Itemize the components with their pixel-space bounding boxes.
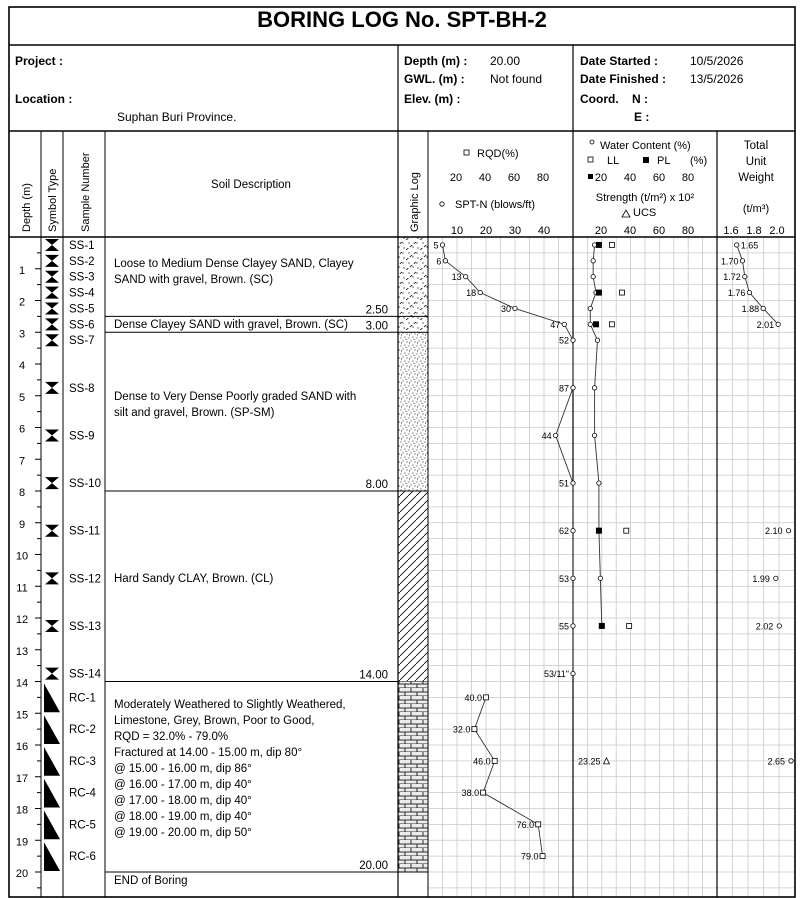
sample-number: SS-13 bbox=[69, 620, 101, 633]
strength-tick-label: 20 bbox=[594, 225, 608, 237]
layer-3-line-1: Dense to Very Dense Poorly graded SAND with bbox=[114, 391, 357, 403]
ucs-data-label: 23.25 bbox=[577, 756, 601, 767]
sptn-point bbox=[464, 274, 468, 278]
depth-tick-label: 4 bbox=[18, 360, 26, 372]
uw-point bbox=[776, 322, 780, 326]
layer-bottom-depth: 8.00 bbox=[365, 479, 388, 491]
pl-point bbox=[596, 290, 602, 296]
layer-3-description bbox=[114, 389, 356, 421]
uw-point bbox=[786, 528, 790, 532]
end-of-boring: END of Boring bbox=[114, 875, 188, 887]
wc-point bbox=[598, 576, 602, 580]
uw-data-label: 1.72 bbox=[723, 272, 741, 283]
date-finished-label: Date Finished : bbox=[580, 72, 667, 86]
ucs-legend-label: UCS bbox=[633, 207, 657, 219]
sptn-point bbox=[571, 624, 575, 628]
rqd-tick-label: 80 bbox=[536, 172, 550, 184]
uw-tick-label: 2.0 bbox=[769, 225, 785, 237]
uw-tick-label: 1.6 bbox=[723, 225, 739, 237]
sptn-data-label: 53/11" bbox=[543, 669, 569, 680]
rock-core-symbol bbox=[44, 747, 60, 776]
rqd-data-label: 32.0 bbox=[452, 724, 471, 735]
sample-number: RC-1 bbox=[69, 692, 96, 705]
layer-1-line-1: Loose to Medium Dense Clayey SAND, Clayey bbox=[114, 258, 354, 270]
date-started-label: Date Started : bbox=[580, 54, 659, 68]
uw-data-label: 1.99 bbox=[752, 573, 770, 584]
ll-legend-icon bbox=[588, 157, 593, 162]
sample-number: RC-3 bbox=[69, 755, 96, 768]
layer-2-line-1: Dense Clayey SAND with gravel, Brown. (SC) bbox=[114, 319, 348, 331]
sptn-tick-label: 30 bbox=[508, 225, 522, 237]
layer-1-line-2: SAND with gravel, Brown. (SC) bbox=[114, 274, 274, 286]
rock-core-symbol bbox=[44, 779, 60, 808]
sample-number: RC-6 bbox=[69, 851, 96, 864]
sptn-point bbox=[440, 243, 444, 247]
layer-5-line-2: Limestone, Grey, Brown, Poor to Good, bbox=[114, 715, 315, 727]
sample-number: SS-1 bbox=[69, 239, 95, 252]
rqd-axis-label: RQD(%) bbox=[477, 148, 519, 160]
uw-data-label: 2.01 bbox=[756, 319, 775, 330]
depth-tick-label: 9 bbox=[18, 518, 26, 531]
sptn-point bbox=[571, 386, 575, 390]
ucs-legend-icon bbox=[622, 210, 630, 217]
wc-point bbox=[597, 481, 601, 485]
depth-tick-label: 13 bbox=[15, 645, 29, 658]
rqd-point bbox=[481, 790, 486, 795]
wc-tick-label: 80 bbox=[681, 172, 695, 184]
sptn-data-label: 5 bbox=[433, 240, 439, 251]
split-spoon-symbol bbox=[45, 271, 59, 283]
sptn-point bbox=[443, 259, 447, 263]
split-spoon-symbol bbox=[45, 382, 59, 394]
sptn-data-label: 62 bbox=[558, 526, 569, 537]
rqd-point bbox=[540, 854, 545, 859]
coord-n-label: N : bbox=[632, 92, 648, 106]
graphic-log-clay bbox=[398, 491, 428, 682]
sptn-tick-label: 20 bbox=[479, 225, 493, 237]
sample-number: SS-4 bbox=[69, 287, 95, 300]
rock-core-symbol bbox=[44, 811, 60, 840]
split-spoon-symbol bbox=[45, 287, 59, 299]
rqd-point bbox=[536, 822, 541, 827]
layer-3-line-2: silt and gravel, Brown. (SP-SM) bbox=[114, 407, 275, 419]
sptn-data-label: 44 bbox=[541, 430, 552, 441]
pl-point bbox=[596, 528, 602, 534]
sample-number: SS-5 bbox=[69, 303, 95, 316]
layer-5-line-3: RQD = 32.0% - 79.0% bbox=[114, 731, 229, 743]
rqd-legend-icon bbox=[464, 150, 469, 155]
uw-point bbox=[761, 306, 765, 310]
depth-tick-label: 8 bbox=[18, 487, 26, 499]
sample-number: RC-4 bbox=[69, 787, 96, 800]
split-spoon-symbol bbox=[45, 477, 59, 489]
depth-value: 20.00 bbox=[490, 54, 521, 68]
uw-data-label: 2.65 bbox=[767, 756, 785, 767]
uw-tick-label: 1.8 bbox=[746, 225, 762, 237]
rqd-point bbox=[472, 727, 477, 732]
sample-number: RC-5 bbox=[69, 819, 96, 832]
unit-weight-header: Unit bbox=[745, 156, 767, 168]
rqd-point bbox=[492, 758, 497, 763]
split-spoon-symbol bbox=[45, 620, 59, 632]
split-spoon-symbol bbox=[45, 525, 59, 537]
sample-number: RC-2 bbox=[69, 724, 96, 737]
graphic-log-sand bbox=[398, 332, 428, 491]
sample-number: SS-14 bbox=[69, 668, 101, 681]
sptn-point bbox=[513, 306, 517, 310]
unit-weight-header: Weight bbox=[738, 172, 774, 184]
date-finished-value: 13/5/2026 bbox=[690, 72, 744, 86]
uw-data-label: 1.76 bbox=[727, 288, 746, 299]
depth-tick-label: 2 bbox=[18, 296, 26, 309]
uw-point bbox=[777, 624, 781, 628]
sptn-data-label: 87 bbox=[558, 383, 569, 394]
sptn-point bbox=[553, 433, 557, 437]
wc-tick-label: 60 bbox=[652, 172, 666, 184]
sample-number: SS-3 bbox=[69, 271, 95, 284]
depth-tick-label: 16 bbox=[15, 741, 29, 753]
sample-number: SS-6 bbox=[69, 319, 95, 332]
wc-tick-label: 20 bbox=[594, 172, 608, 184]
page-title: BORING LOG No. SPT-BH-2 bbox=[257, 7, 547, 32]
sptn-point bbox=[571, 671, 575, 675]
strength-tick-label: 80 bbox=[681, 225, 695, 237]
project-label: Project : bbox=[15, 54, 64, 68]
strength-axis-label: Strength (t/m²) x 10² bbox=[595, 192, 695, 204]
wc-tick-marker bbox=[588, 174, 593, 179]
uw-point bbox=[774, 576, 778, 580]
limestone-shade bbox=[398, 682, 428, 873]
sample-number: SS-11 bbox=[69, 525, 101, 538]
depth-tick-label: 3 bbox=[18, 328, 26, 341]
ll-point bbox=[619, 290, 624, 295]
depth-tick-label: 12 bbox=[15, 614, 29, 626]
depth-tick-label: 17 bbox=[15, 772, 29, 785]
sptn-data-label: 13 bbox=[451, 272, 462, 283]
rqd-data-label: 79.0 bbox=[521, 851, 539, 862]
sptn-data-label: 18 bbox=[466, 288, 477, 299]
wc-tick-label: 40 bbox=[623, 172, 637, 184]
layer-5-line-8: @ 18.00 - 19.00 m, dip 40° bbox=[114, 811, 252, 823]
depth-tick-label: 15 bbox=[15, 709, 29, 722]
sptn-data-label: 47 bbox=[550, 319, 561, 330]
split-spoon-symbol bbox=[45, 572, 59, 584]
graphic-column-header: Graphic Log bbox=[409, 172, 421, 232]
uw-data-label: 1.65 bbox=[740, 240, 759, 251]
ll-legend-label: LL bbox=[607, 155, 620, 167]
location-value: Suphan Buri Province. bbox=[117, 110, 237, 124]
depth-tick-label: 11 bbox=[16, 582, 28, 595]
sptn-data-label: 51 bbox=[558, 478, 569, 489]
depth-tick-label: 6 bbox=[18, 423, 26, 436]
sample-column-header: Sample Number bbox=[80, 152, 92, 232]
date-started-value: 10/5/2026 bbox=[690, 54, 744, 68]
rqd-data-label: 40.0 bbox=[464, 692, 482, 703]
sptn-axis-label: SPT-N (blows/ft) bbox=[455, 199, 536, 211]
uw-data-label: 1.70 bbox=[720, 256, 739, 267]
pl-legend-icon bbox=[643, 157, 649, 163]
sample-number: SS-9 bbox=[69, 430, 95, 443]
layer-5-line-4: Fractured at 14.00 - 15.00 m, dip 80° bbox=[114, 747, 303, 759]
layer-5-line-7: @ 17.00 - 18.00 m, dip 40° bbox=[114, 795, 252, 807]
strength-tick-label: 40 bbox=[623, 225, 637, 237]
graphic-log-clayey-sand bbox=[398, 316, 428, 332]
sample-number: SS-10 bbox=[69, 478, 101, 491]
layer-bottom-depth: 2.50 bbox=[365, 304, 388, 317]
sptn-data-label: 52 bbox=[558, 335, 569, 346]
sample-number: SS-7 bbox=[69, 335, 95, 348]
sptn-point bbox=[478, 290, 482, 294]
coord-e-label: E : bbox=[634, 110, 650, 124]
layer-5-line-9: @ 19.00 - 20.00 m, dip 50° bbox=[114, 827, 252, 839]
depth-tick-label: 7 bbox=[18, 455, 26, 468]
sptn-point bbox=[571, 528, 575, 532]
rqd-tick-label: 60 bbox=[507, 172, 521, 184]
sample-number: SS-2 bbox=[69, 255, 95, 268]
sptn-point bbox=[562, 322, 566, 326]
sptn-point bbox=[571, 576, 575, 580]
gwl-label: GWL. (m) : bbox=[404, 72, 465, 86]
uw-point bbox=[740, 259, 744, 263]
layer-2-description bbox=[114, 317, 348, 333]
depth-tick-label: 10 bbox=[15, 550, 29, 563]
sptn-data-label: 6 bbox=[436, 256, 442, 267]
location-label: Location : bbox=[15, 92, 73, 106]
sample-number: SS-12 bbox=[69, 573, 101, 586]
pl-point bbox=[599, 623, 605, 629]
wc-point bbox=[591, 274, 595, 278]
symbol-column-header: Symbol Type bbox=[47, 168, 59, 232]
pl-legend-label: PL bbox=[657, 155, 671, 167]
sptn-data-label: 30 bbox=[500, 303, 511, 314]
wc-legend-icon bbox=[590, 140, 594, 144]
rqd-data-label: 46.0 bbox=[473, 756, 491, 767]
rock-core-symbol bbox=[44, 684, 60, 713]
wc-point bbox=[592, 386, 596, 390]
layer-5-line-5: @ 15.00 - 16.00 m, dip 86° bbox=[114, 763, 252, 775]
depth-tick-label: 19 bbox=[15, 836, 29, 849]
wc-point bbox=[591, 259, 595, 263]
wc-point bbox=[592, 433, 596, 437]
rock-core-symbol bbox=[44, 715, 60, 744]
pct-legend-label: (%) bbox=[690, 155, 708, 167]
wc-axis-label: Water Content (%) bbox=[600, 140, 691, 152]
pl-point bbox=[593, 321, 599, 327]
strength-tick-label: 60 bbox=[652, 225, 666, 237]
sptn-tick-label: 40 bbox=[537, 225, 551, 237]
gwl-value: Not found bbox=[490, 72, 543, 86]
split-spoon-symbol bbox=[45, 255, 59, 267]
layer-4-description bbox=[114, 571, 273, 587]
rqd-data-label: 38.0 bbox=[461, 788, 480, 799]
uw-point bbox=[735, 243, 739, 247]
layer-bottom-depth: 3.00 bbox=[365, 320, 388, 333]
depth-label: Depth (m) : bbox=[404, 54, 468, 68]
rqd-data-label: 76.0 bbox=[516, 819, 535, 830]
layer-bottom-depth: 14.00 bbox=[359, 669, 388, 682]
rqd-tick-label: 20 bbox=[449, 172, 463, 184]
wc-point bbox=[588, 306, 592, 310]
ll-point bbox=[624, 528, 629, 533]
uw-data-label: 2.02 bbox=[755, 621, 774, 632]
split-spoon-symbol bbox=[45, 668, 59, 680]
ll-point bbox=[609, 322, 614, 327]
uw-data-label: 1.88 bbox=[741, 303, 760, 314]
pl-point bbox=[596, 242, 602, 248]
split-spoon-symbol bbox=[45, 302, 59, 314]
description-column-header: Soil Description bbox=[211, 179, 291, 191]
rqd-tick-label: 40 bbox=[478, 172, 492, 184]
depth-tick-label: 14 bbox=[15, 677, 29, 690]
layer-bottom-depth: 20.00 bbox=[359, 860, 388, 872]
rock-core-symbol bbox=[44, 842, 60, 871]
wc-point bbox=[595, 338, 599, 342]
depth-tick-label: 5 bbox=[18, 391, 26, 404]
depth-tick-label: 18 bbox=[15, 804, 29, 817]
depth-column-header: Depth (m) bbox=[21, 183, 33, 232]
layer-5-line-6: @ 16.00 - 17.00 m, dip 40° bbox=[114, 779, 252, 791]
ll-point bbox=[627, 623, 632, 628]
uw-point bbox=[743, 274, 747, 278]
coord-label: Coord. bbox=[580, 92, 619, 106]
split-spoon-symbol bbox=[45, 334, 59, 346]
rqd-point bbox=[484, 695, 489, 700]
layer-5-line-1: Moderately Weathered to Slightly Weathered, bbox=[114, 699, 346, 711]
uw-point bbox=[747, 290, 751, 294]
wc-point bbox=[588, 322, 592, 326]
unit-weight-header: Total bbox=[743, 140, 769, 152]
depth-tick-label: 1 bbox=[18, 264, 26, 277]
graphic-log-clayey-sand bbox=[398, 237, 428, 316]
split-spoon-symbol bbox=[45, 239, 59, 251]
unit-weight-units: (t/m³) bbox=[742, 203, 770, 215]
sptn-data-label: 55 bbox=[558, 621, 569, 632]
layer-4-line-1: Hard Sandy CLAY, Brown. (CL) bbox=[114, 573, 274, 585]
uw-point bbox=[789, 759, 793, 763]
sptn-tick-label: 10 bbox=[450, 225, 464, 237]
elev-label: Elev. (m) : bbox=[404, 92, 461, 106]
sptn-legend-icon bbox=[440, 202, 444, 206]
split-spoon-symbol bbox=[45, 429, 59, 441]
split-spoon-symbol bbox=[45, 318, 59, 330]
depth-tick-label: 20 bbox=[15, 868, 29, 880]
sptn-point bbox=[571, 338, 575, 342]
ll-point bbox=[609, 242, 614, 247]
sptn-data-label: 53 bbox=[558, 573, 569, 584]
uw-data-label: 2.10 bbox=[764, 526, 783, 537]
layer-1-description bbox=[114, 256, 354, 288]
layer-5-description bbox=[114, 697, 346, 841]
sample-number: SS-8 bbox=[69, 382, 95, 395]
sptn-point bbox=[571, 481, 575, 485]
